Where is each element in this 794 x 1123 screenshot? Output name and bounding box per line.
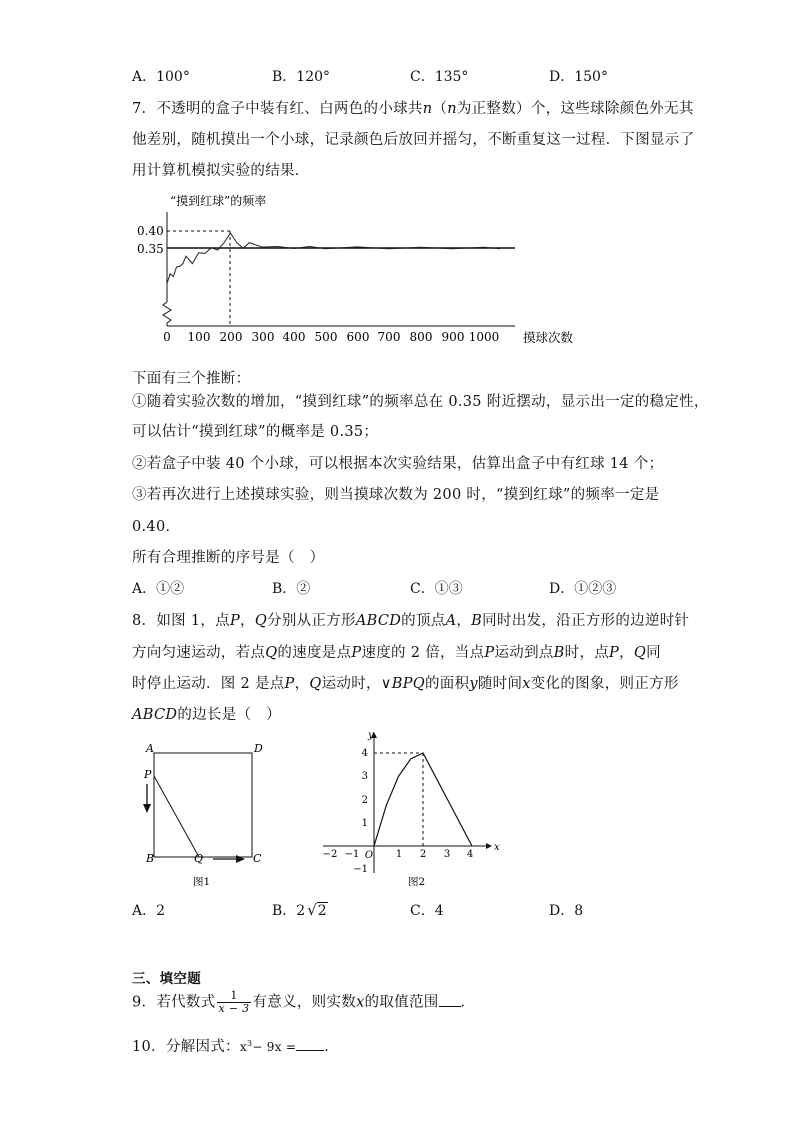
graph-ytick: 4 [361,748,368,759]
q8-option-c: C．4 [410,903,444,919]
q8-option-d: D．8 [549,903,584,919]
chart-xtick: 100 [187,330,211,344]
chart-axis-break [163,302,171,323]
figure-1-caption: 图1 [193,876,211,888]
graph-ytick: 3 [361,771,368,782]
graph-xtick: −1 [344,849,360,860]
q7-inference-1a: ①随着实验次数的增加，“摸到红球”的频率总在 0.35 附近摆动，显示出一定的稳定性， [132,394,709,410]
q7-stem-line1: 7．不透明的盒子中装有红、白两色的小球共n（n为正整数）个，这些球除颜色外无其 [132,101,694,117]
graph-ytick: 2 [361,795,368,806]
q8-option-a: A．2 [132,903,166,919]
q7-intro: 下面有三个推断： [132,371,251,387]
graph-ytick: 1 [361,818,368,829]
figure-2-graph [318,728,498,888]
label-b: B [146,852,155,865]
chart-xtick: 400 [282,330,306,344]
q7-inference-3b: 0.40． [132,519,181,535]
chart-xtick: 500 [314,330,338,344]
q9-answer-blank[interactable] [439,1006,461,1007]
chart-xlabel: 摸球次数 [523,330,574,345]
graph-xtick: 4 [466,849,474,860]
q10-answer-blank[interactable] [296,1050,324,1051]
label-a: A [146,742,154,755]
chart-xtick: 800 [409,330,433,344]
q7-question: 所有合理推断的序号是（ ） [132,550,325,566]
q8-option-b: B．2 √2 [272,901,327,919]
graph-origin: O [364,850,374,861]
q6-option-c: C．135° [410,69,469,85]
graph-xtick: 2 [419,849,427,860]
q8-stem-line1: 8．如图 1，点P，Q分别从正方形ABCD的顶点A，B同时出发，沿正方形的边逆时针 [132,613,690,629]
q6-option-b: B．120° [272,69,331,85]
label-q: Q [194,852,204,865]
q7-inference-3a: ③若再次进行上述摸球实验，则当摸球次数为 200 时，“摸到红球”的频率一定是 [132,487,660,503]
figure-2-caption: 图2 [408,876,426,888]
q7-inference-1b: 可以估计“摸到红球”的概率是 0.35； [132,424,379,440]
q7-stem-line2: 他差别，随机摸出一个小球，记录颜色后放回并摇匀，不断重复这一过程．下图显示了 [132,132,695,148]
graph-y-label: y [368,730,374,741]
label-d: D [254,742,263,755]
chart-ytick-040: 0.40 [137,224,164,238]
q7-option-d: D．①②③ [549,581,617,597]
chart-xtick: 600 [346,330,370,344]
q10-text: 10．分解因式：$x^3- 9x$ = ． [132,1039,340,1055]
q7-option-b: B．② [272,581,311,597]
q7-option-c: C．①③ [410,581,463,597]
chart-xtick: 200 [219,330,243,344]
q7-option-a: A．①② [132,581,185,597]
q8-stem-line2: 方向匀速运动，若点Q的速度是点P速度的 2 倍，当点P运动到点B时，点P，Q同 [132,645,661,661]
graph-ytick: −1 [353,864,368,875]
chart-xtick: 1000 [468,330,500,344]
sqrt-symbol-icon: √ [307,901,317,919]
chart-xtick: 700 [377,330,401,344]
q8-stem-line4: ABCD的边长是（ ） [132,707,281,723]
label-c: C [253,852,262,865]
chart-xtick: 900 [441,330,465,344]
q9-text: 9．若代数式 $\frac{1}{x - 3}$ 有意义，则实数x的取值范围 ． [132,989,476,1015]
graph-x-label: x [494,842,500,853]
graph-xtick: 1 [395,849,403,860]
chart-ytick-035: 0.35 [137,242,164,256]
frequency-chart [130,186,600,354]
chart-ylabel: “摸到红球”的频率 [170,194,267,208]
q7-inference-2: ②若盒子中装 40 个小球，可以根据本次实验结果，估算出盒子中有红球 14 个； [132,456,664,472]
chart-xtick: 300 [251,330,275,344]
square-abcd [154,753,252,857]
figure-1-square [140,740,270,890]
section-title: 三、填空题 [132,971,201,987]
chart-frequency-series [167,233,500,283]
q9-fraction: $\frac{1}{x - 3}$ [218,989,250,1015]
segment-pq [154,776,199,857]
q7-stem-line3: 用计算机模拟实验的结果． [132,163,310,179]
graph-xtick: 3 [443,849,451,860]
q6-option-d: D．150° [549,69,608,85]
label-p: P [144,768,152,781]
q6-option-a: A．100° [132,69,190,85]
q8-stem-line3: 时停止运动．图 2 是点P，Q运动时，∨BPQ的面积y随时间x变化的图象，则正方形 [132,676,679,692]
chart-xtick: 0 [163,330,171,344]
graph-xtick: −2 [322,849,338,860]
